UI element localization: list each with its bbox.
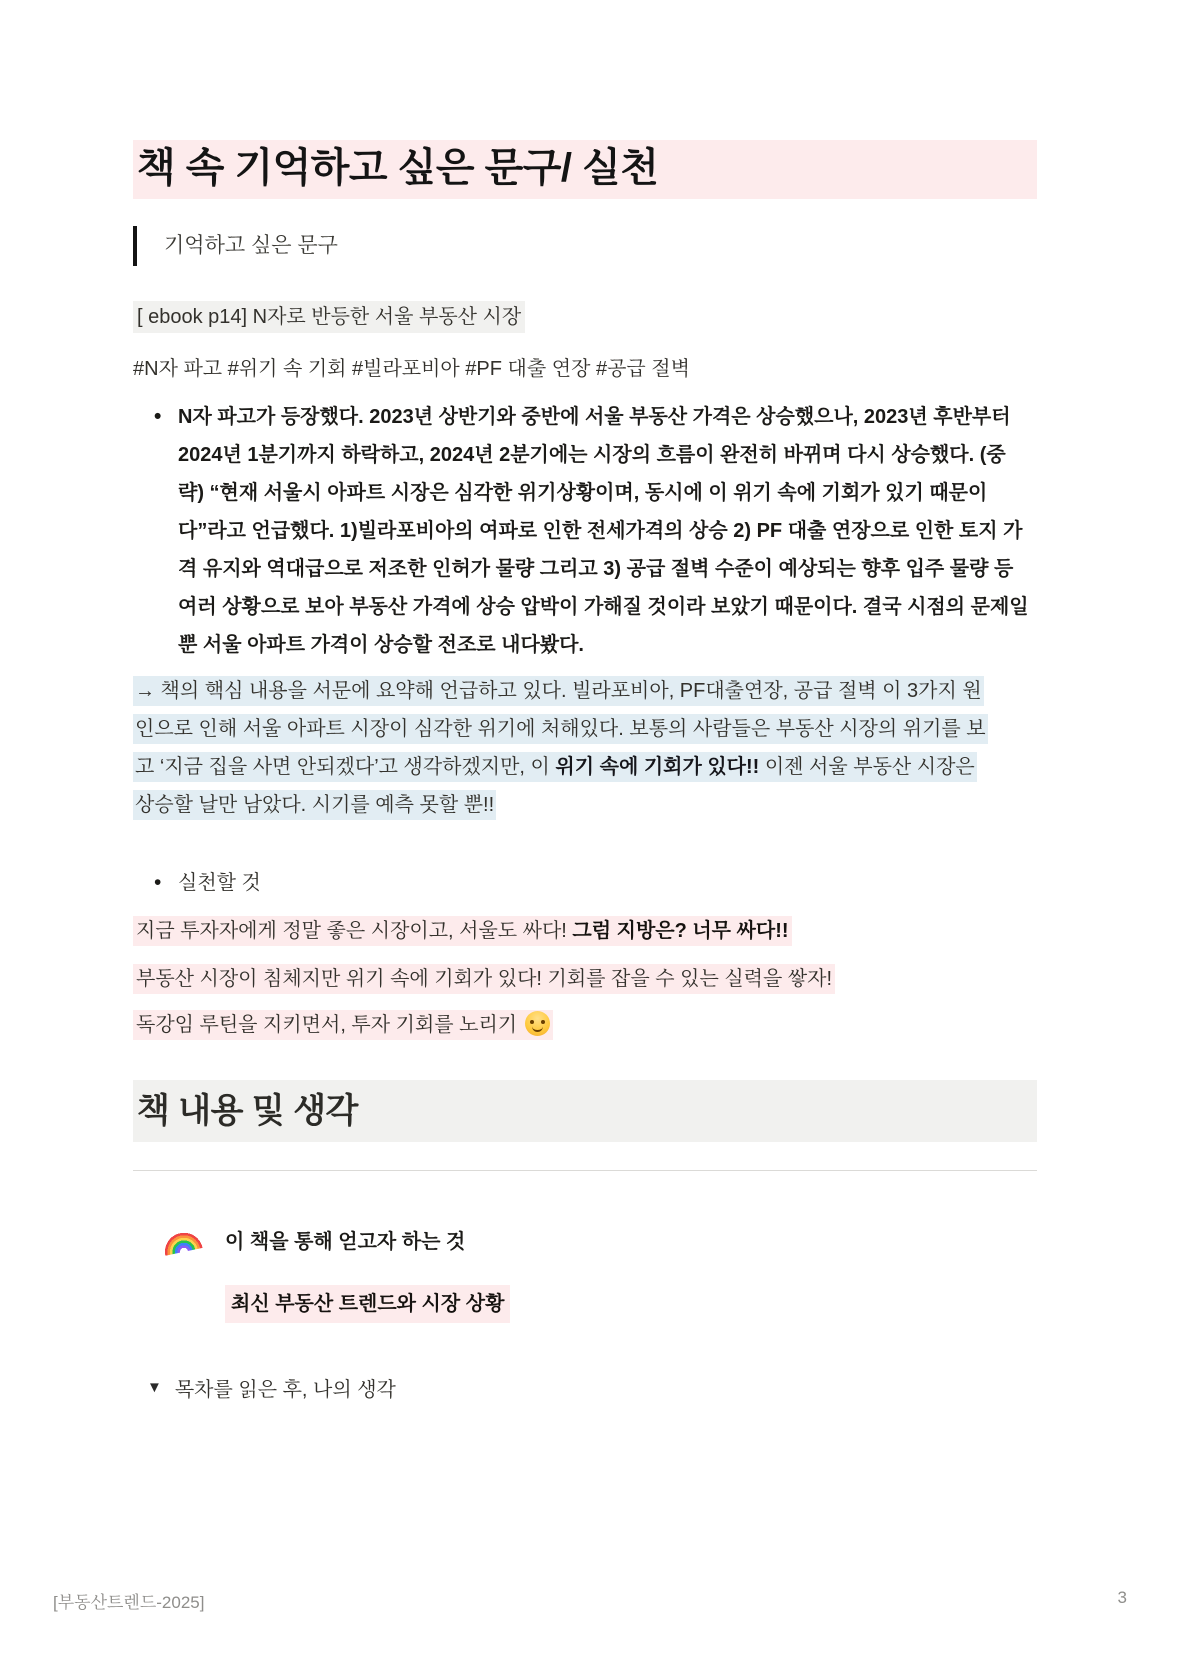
practice-highlight-1: [133, 916, 792, 946]
page-title: 책 속 기억하고 싶은 문구/ 실천: [133, 140, 1037, 199]
memo-item-excerpt: • N자 파고가 등장했다. 2023년 상반기와 중반에 서울 부동산 가격은 상승했으나, 2023년 후반부터 2024년 1분기까지 하락하고, 2024년 2분기에는 시장의 흐름이 완전히 바뀌며 다시 상승했다. (중략) “현재 서울시 아파트 시장은 심각한 위기상황이며, 동시에 이 위기 속에 기회가 있기 때문이다”라고 언급했다. 1)빌라포비아의 여파로 인한 전세가격의 상승 2) PF 대출 연장으로 인한 토지 가격 유지와 역대급으로 저조한 인허가 물량 그리고 3) 공급 절벽 수준이 예상되는 향후 입주 물량 등 여러 상황으로 보아 부동산 가격에 상승 압박이 가해질 것이라 보았기 때문이다. 결국 시점의 문제일 뿐 서울 아파트 가격이 상승할 전조로 내다봤다.: [133, 398, 1030, 664]
analysis-highlight: [133, 676, 988, 820]
practice-line-2: [133, 960, 1037, 998]
smiling-face-emoji-icon: [525, 1011, 550, 1036]
practice-highlight-2: 부동산 시장이 침체지만 위기 속에 기회가 있다! 기회를 잡을 수 있는 실력을 쌓자!: [133, 964, 835, 994]
rainbow-icon: [161, 1230, 202, 1256]
practice-bold-1: 그럼 지방은? 너무 싸다!!: [572, 919, 789, 942]
practice-highlight-3: [133, 1010, 553, 1040]
analysis-bold-text: 위기 속에 기회가 있다!!: [555, 755, 760, 778]
action-list: [133, 864, 1037, 902]
rainbow-icon-box: [163, 1223, 205, 1252]
document-content: [0, 140, 1180, 1402]
source-line: [133, 298, 1037, 336]
quote-block: [133, 226, 1037, 266]
goal-callout: [133, 1223, 1037, 1323]
practice-line-3: [133, 1006, 1037, 1044]
analysis-text-tail: 이젠 서울 부동산 시장은 상승할 날만 남았다. 시기를 예측 못할 뿐!!: [135, 755, 975, 816]
practice-text-1: 지금 투자자에게 정말 좋은 시장이고, 서울도 싸다!: [136, 919, 573, 942]
analysis-text: → 책의 핵심 내용을 서문에 요약해 언급하고 있다. 빌라포비아, PF대출연장, 공급 절벽 이 3가지 원인으로 인해 서울 아파트 시장이 심각한 위기에 처해있다. 보통의 사람들은 부동산 시장의 위기를 보고 ‘지금 집을 사면 안되겠다’고 생각하겠지만, 이: [135, 679, 986, 778]
section-heading: 책 내용 및 생각: [133, 1080, 1037, 1142]
source-highlight: [ ebook p14] N자로 반등한 서울 부동산 시장: [133, 301, 525, 333]
footer-book-tag: [부동산트렌드-2025]: [53, 1593, 205, 1612]
toggle-arrow-icon[interactable]: ▼: [147, 1379, 162, 1397]
practice-line-1: [133, 912, 1037, 950]
callout-goal: 최신 부동산 트렌드와 시장 상황: [225, 1285, 510, 1323]
action-item-heading: • 실천할 것: [133, 864, 1037, 902]
tags-line: #N자 파고 #위기 속 기회 #빌라포비아 #PF 대출 연장 #공급 절벽: [133, 357, 690, 380]
callout-title: 이 책을 통해 얻고자 하는 것: [225, 1231, 466, 1254]
toggle-block[interactable]: [133, 1373, 1037, 1402]
toggle-label: 목차를 읽은 후, 나의 생각: [174, 1379, 396, 1402]
callout-texts: [225, 1223, 510, 1323]
quote-label: 기억하고 싶은 문구: [164, 233, 338, 257]
divider: [133, 1170, 1037, 1171]
page-number: 3: [1117, 1588, 1127, 1607]
analysis-paragraph: [133, 672, 993, 824]
memo-list: [133, 398, 1037, 664]
practice-text-3: 독강임 루틴을 지키면서, 투자 기회를 노리기: [136, 1013, 523, 1036]
footer: [53, 1588, 1127, 1613]
